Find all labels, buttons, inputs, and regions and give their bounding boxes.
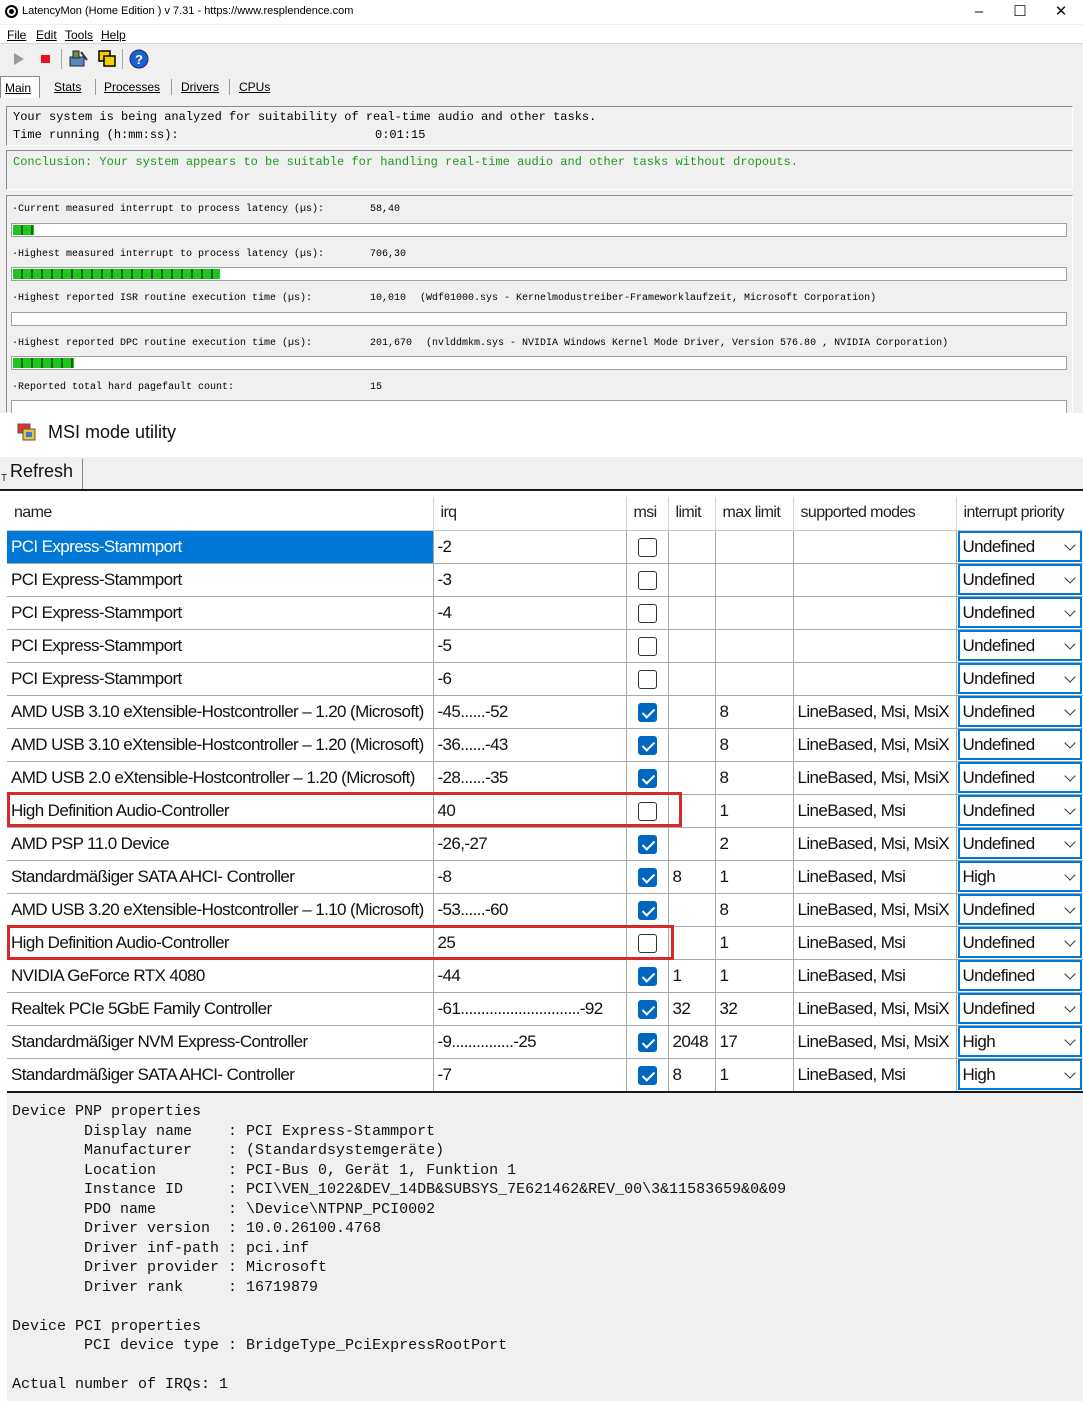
- msi-cell: [626, 860, 668, 893]
- window-title: LatencyMon (Home Edition ) v 7.31 - https://www.resplendence.com: [22, 5, 354, 17]
- max-limit-cell: 1: [715, 860, 793, 893]
- analysis-line: Your system is being analyzed for suitability of real-time audio and other tasks.: [13, 110, 597, 124]
- device-name-cell[interactable]: Standardmäßiger SATA AHCI- Controller: [7, 860, 433, 893]
- interrupt-priority-cell: [956, 596, 1083, 629]
- chevron-down-icon: [1064, 1001, 1075, 1012]
- msi-checkbox[interactable]: [638, 1033, 657, 1052]
- max-limit-cell: [715, 596, 793, 629]
- interrupt-priority-cell: [956, 662, 1083, 695]
- interrupt-priority-dropdown[interactable]: [958, 729, 1082, 760]
- interrupt-priority-dropdown[interactable]: [958, 597, 1082, 628]
- max-limit-cell: 8: [715, 761, 793, 794]
- table-row[interactable]: [7, 695, 1083, 728]
- irq-cell: -8: [433, 860, 626, 893]
- msi-cell: [626, 992, 668, 1025]
- chevron-down-icon: [1064, 638, 1075, 649]
- chevron-down-icon: [1064, 1034, 1075, 1045]
- toolbar-separator: [82, 459, 83, 489]
- measurement-value: 15: [370, 382, 383, 393]
- limit-cell[interactable]: [668, 530, 715, 563]
- measurement-value: 58,40: [370, 204, 401, 215]
- interrupt-priority-cell: [956, 1025, 1083, 1058]
- latencymon-window: [0, 0, 1083, 413]
- irq-cell: -3: [433, 563, 626, 596]
- limit-cell[interactable]: 32: [668, 992, 715, 1025]
- limit-cell[interactable]: 8: [668, 860, 715, 893]
- device-name-cell[interactable]: High Definition Audio-Controller: [7, 794, 433, 827]
- irq-cell: -53......-60: [433, 893, 626, 926]
- time-running-label: Time running (h:mm:ss):: [13, 128, 179, 142]
- tab-processes[interactable]: Processes: [104, 80, 161, 94]
- chevron-down-icon: [1064, 539, 1075, 550]
- supported-modes-cell: LineBased, Msi, MsiX: [793, 992, 956, 1025]
- supported-modes-cell: LineBased, Msi, MsiX: [793, 893, 956, 926]
- limit-cell[interactable]: [668, 563, 715, 596]
- max-limit-cell: 1: [715, 959, 793, 992]
- msi-checkbox[interactable]: [638, 604, 657, 623]
- interrupt-priority-cell: [956, 761, 1083, 794]
- irq-cell: -36......-43: [433, 728, 626, 761]
- limit-cell[interactable]: 1: [668, 959, 715, 992]
- play-icon: [8, 48, 30, 70]
- irq-cell: -4: [433, 596, 626, 629]
- interrupt-priority-dropdown[interactable]: [958, 1026, 1082, 1057]
- device-properties-text: Device PNP properties Display name : PCI Express-Stammport Manufacturer : (Standardsystemgeräte) Location : PCI-Bus 0, Gerät 1, Funktion 1 Instance ID : PCI\VEN_1022&DEV_14DB&SUBSYS_7E621462&REV_00\3&11583659&0&09 PDO name : \Device\NTPNP_PCI0002 Driver version : 10.0.26100.4768 Driver inf-path : pci.inf Driver provider : Microsoft Driver rank : 16719879 Device PCI properties PCI device type : BridgeType_PciExpressRootPort Actual number of IRQs: 1: [12, 1103, 787, 1393]
- tab-cpus[interactable]: CPUs: [239, 80, 271, 94]
- measurement-label: ·Highest reported DPC routine execution time (µs):: [12, 338, 313, 349]
- stop-icon: [35, 48, 57, 70]
- interrupt-priority-cell: [956, 695, 1083, 728]
- msi-checkbox[interactable]: [638, 571, 657, 590]
- msi-cell: [626, 563, 668, 596]
- msi-checkbox[interactable]: [638, 934, 657, 953]
- interrupt-priority-dropdown[interactable]: [958, 630, 1082, 661]
- limit-cell[interactable]: [668, 893, 715, 926]
- limit-cell[interactable]: [668, 728, 715, 761]
- max-limit-cell: 1: [715, 1058, 793, 1091]
- table-row[interactable]: [7, 662, 1083, 695]
- analysis-box: [6, 106, 1073, 146]
- irq-cell: -2: [433, 530, 626, 563]
- hardware-icon: [67, 48, 89, 70]
- supported-modes-cell: LineBased, Msi: [793, 1058, 956, 1091]
- msi-utility-window: [0, 413, 1083, 1401]
- limit-cell[interactable]: [668, 827, 715, 860]
- latency-bar: [11, 400, 1067, 413]
- max-limit-cell: 1: [715, 794, 793, 827]
- table-row[interactable]: [7, 860, 1083, 893]
- table-row[interactable]: [7, 893, 1083, 926]
- max-limit-cell: [715, 530, 793, 563]
- supported-modes-cell: LineBased, Msi, MsiX: [793, 695, 956, 728]
- irq-cell: -26,-27: [433, 827, 626, 860]
- msi-cell: [626, 728, 668, 761]
- device-name-cell[interactable]: AMD USB 2.0 eXtensible-Hostcontroller – 1.20 (Microsoft): [7, 761, 433, 794]
- measurement-value: 706,30: [370, 249, 407, 260]
- maximize-button[interactable]: ☐: [1013, 3, 1027, 20]
- table-row[interactable]: [7, 827, 1083, 860]
- table-row[interactable]: [7, 926, 1083, 959]
- priority-value: Undefined: [962, 900, 1035, 919]
- msi-cell: [626, 695, 668, 728]
- device-name-cell[interactable]: Standardmäßiger SATA AHCI- Controller: [7, 1058, 433, 1091]
- chevron-down-icon: [1064, 869, 1075, 880]
- priority-value: Undefined: [962, 966, 1035, 985]
- column-header-name[interactable]: name: [7, 497, 433, 530]
- limit-cell[interactable]: [668, 629, 715, 662]
- irq-cell: 25: [433, 926, 626, 959]
- max-limit-cell: [715, 662, 793, 695]
- tab-divider: [171, 79, 172, 95]
- latencymon-app-icon: [5, 5, 18, 18]
- menu-edit[interactable]: Edit: [36, 28, 57, 42]
- irq-cell: -9...............-25: [433, 1025, 626, 1058]
- max-limit-cell: 1: [715, 926, 793, 959]
- main-panel: [0, 98, 1083, 413]
- priority-value: High: [962, 867, 996, 886]
- interrupt-priority-dropdown[interactable]: [958, 663, 1082, 694]
- priority-value: High: [962, 1065, 996, 1084]
- supported-modes-cell: [793, 530, 956, 563]
- interrupt-priority-dropdown[interactable]: [958, 564, 1082, 595]
- device-properties-panel: [7, 1091, 1083, 1401]
- irq-cell: -61.............................-92: [433, 992, 626, 1025]
- chevron-down-icon: [1064, 770, 1075, 781]
- priority-value: Undefined: [962, 603, 1035, 622]
- msi-checkbox[interactable]: [638, 901, 657, 920]
- grid-body: [7, 530, 1083, 1091]
- column-header-irq[interactable]: irq: [433, 497, 626, 530]
- msi-cell: [626, 629, 668, 662]
- max-limit-cell: 2: [715, 827, 793, 860]
- supported-modes-cell: LineBased, Msi: [793, 860, 956, 893]
- interrupt-priority-cell: [956, 926, 1083, 959]
- priority-value: Undefined: [962, 636, 1035, 655]
- priority-value: Undefined: [962, 669, 1035, 688]
- start-button[interactable]: [8, 48, 30, 70]
- msi-cell: [626, 926, 668, 959]
- help-icon: [128, 48, 150, 70]
- msi-cell: [626, 959, 668, 992]
- max-limit-cell: 8: [715, 695, 793, 728]
- msi-checkbox[interactable]: [638, 802, 657, 821]
- device-name-cell[interactable]: NVIDIA GeForce RTX 4080: [7, 959, 433, 992]
- limit-cell[interactable]: [668, 926, 715, 959]
- device-name-cell[interactable]: AMD PSP 11.0 Device: [7, 827, 433, 860]
- interrupt-priority-dropdown[interactable]: [958, 696, 1082, 727]
- priority-value: Undefined: [962, 933, 1035, 952]
- msi-checkbox[interactable]: [638, 637, 657, 656]
- interrupt-priority-dropdown[interactable]: [958, 927, 1082, 958]
- toolbar-grip: T: [1, 473, 8, 484]
- limit-cell[interactable]: 8: [668, 1058, 715, 1091]
- table-row[interactable]: [7, 629, 1083, 662]
- device-name-cell[interactable]: PCI Express-Stammport: [7, 596, 433, 629]
- interrupt-priority-cell: [956, 563, 1083, 596]
- chevron-down-icon: [1064, 935, 1075, 946]
- refresh-button[interactable]: Refresh: [10, 461, 74, 481]
- priority-value: Undefined: [962, 768, 1035, 787]
- device-name-cell[interactable]: PCI Express-Stammport: [7, 530, 433, 563]
- msi-cell: [626, 530, 668, 563]
- interrupt-priority-cell: [956, 827, 1083, 860]
- table-row[interactable]: [7, 794, 1083, 827]
- interrupt-priority-dropdown[interactable]: [958, 993, 1082, 1024]
- tab-divider: [229, 79, 230, 95]
- msi-checkbox[interactable]: [638, 736, 657, 755]
- supported-modes-cell: [793, 662, 956, 695]
- msi-cell: [626, 761, 668, 794]
- irq-cell: -45......-52: [433, 695, 626, 728]
- interrupt-priority-cell: [956, 893, 1083, 926]
- msi-toolbar: [0, 457, 1083, 491]
- windows-icon: [96, 48, 118, 70]
- chevron-down-icon: [1064, 737, 1075, 748]
- table-row[interactable]: [7, 563, 1083, 596]
- max-limit-cell: 17: [715, 1025, 793, 1058]
- latency-bar-fill: [13, 225, 34, 235]
- tab-bar: [0, 76, 1083, 98]
- priority-value: Undefined: [962, 801, 1035, 820]
- device-grid: [7, 497, 1083, 1092]
- interrupt-priority-dropdown[interactable]: [958, 762, 1082, 793]
- msi-checkbox[interactable]: [638, 538, 657, 557]
- latency-bar: [11, 312, 1067, 326]
- measurement-label: ·Highest measured interrupt to process latency (µs):: [12, 249, 325, 260]
- interrupt-priority-dropdown[interactable]: [958, 828, 1082, 859]
- supported-modes-cell: LineBased, Msi: [793, 794, 956, 827]
- stop-button[interactable]: [35, 48, 57, 70]
- interrupt-priority-cell: [956, 992, 1083, 1025]
- msi-checkbox[interactable]: [638, 1000, 657, 1019]
- latency-bar: [11, 356, 1067, 370]
- measurement-value: 201,670: [370, 338, 413, 349]
- toolbar: [0, 45, 1083, 73]
- msi-cell: [626, 596, 668, 629]
- measurement-value: 10,010: [370, 293, 407, 304]
- limit-cell[interactable]: [668, 596, 715, 629]
- max-limit-cell: 8: [715, 728, 793, 761]
- measurement-label: ·Reported total hard pagefault count:: [12, 382, 235, 393]
- interrupt-priority-cell: [956, 530, 1083, 563]
- interrupt-priority-cell: [956, 959, 1083, 992]
- device-name-cell[interactable]: PCI Express-Stammport: [7, 563, 433, 596]
- chevron-down-icon: [1064, 572, 1075, 583]
- msi-checkbox[interactable]: [638, 835, 657, 854]
- msi-cell: [626, 794, 668, 827]
- menu-tools[interactable]: Tools: [65, 28, 94, 42]
- supported-modes-cell: LineBased, Msi: [793, 959, 956, 992]
- column-header-max-limit[interactable]: max limit: [715, 497, 793, 530]
- table-row[interactable]: [7, 959, 1083, 992]
- irq-cell: -7: [433, 1058, 626, 1091]
- title-bar: [0, 0, 1083, 24]
- grid-header-row: [7, 497, 1083, 530]
- supported-modes-cell: [793, 563, 956, 596]
- limit-cell[interactable]: [668, 695, 715, 728]
- chevron-down-icon: [1064, 902, 1075, 913]
- chevron-down-icon: [1064, 671, 1075, 682]
- conclusion-box: [6, 150, 1073, 190]
- msi-app-icon: [17, 422, 37, 442]
- help-button[interactable]: [128, 48, 150, 70]
- table-row[interactable]: [7, 530, 1083, 563]
- chevron-down-icon: [1064, 605, 1075, 616]
- device-name-cell[interactable]: Realtek PCIe 5GbE Family Controller: [7, 992, 433, 1025]
- max-limit-cell: 8: [715, 893, 793, 926]
- column-header-interrupt-priority[interactable]: interrupt priority: [956, 497, 1083, 530]
- latency-bar-fill: [13, 358, 74, 368]
- toolbar-separator: [61, 49, 62, 69]
- irq-cell: -44: [433, 959, 626, 992]
- supported-modes-cell: [793, 596, 956, 629]
- msi-checkbox[interactable]: [638, 1066, 657, 1085]
- priority-value: Undefined: [962, 999, 1035, 1018]
- max-limit-cell: [715, 629, 793, 662]
- table-row[interactable]: [7, 1025, 1083, 1058]
- supported-modes-cell: [793, 629, 956, 662]
- msi-checkbox[interactable]: [638, 967, 657, 986]
- msi-cell: [626, 893, 668, 926]
- max-limit-cell: [715, 563, 793, 596]
- msi-cell: [626, 827, 668, 860]
- interrupt-priority-cell: [956, 794, 1083, 827]
- menu-file[interactable]: File: [7, 28, 27, 42]
- msi-cell: [626, 1025, 668, 1058]
- msi-cell: [626, 1058, 668, 1091]
- supported-modes-cell: LineBased, Msi, MsiX: [793, 761, 956, 794]
- tab-divider: [95, 79, 96, 95]
- supported-modes-cell: LineBased, Msi: [793, 926, 956, 959]
- chevron-down-icon: [1064, 803, 1075, 814]
- conclusion-text: Conclusion: Your system appears to be suitable for handling real-time audio and other tasks without dropouts.: [13, 155, 798, 169]
- priority-value: Undefined: [962, 537, 1035, 556]
- msi-title-bar: [0, 413, 1083, 455]
- table-row[interactable]: [7, 761, 1083, 794]
- limit-cell[interactable]: [668, 794, 715, 827]
- device-name-cell[interactable]: High Definition Audio-Controller: [7, 926, 433, 959]
- supported-modes-cell: LineBased, Msi, MsiX: [793, 1025, 956, 1058]
- interrupt-priority-dropdown[interactable]: [958, 531, 1082, 562]
- column-header-msi[interactable]: msi: [626, 497, 668, 530]
- chevron-down-icon: [1064, 1067, 1075, 1078]
- interrupt-priority-cell: [956, 1058, 1083, 1091]
- time-running-value: 0:01:15: [375, 128, 426, 142]
- limit-cell[interactable]: [668, 761, 715, 794]
- priority-value: Undefined: [962, 702, 1035, 721]
- msi-checkbox[interactable]: [638, 868, 657, 887]
- table-row[interactable]: [7, 728, 1083, 761]
- chevron-down-icon: [1064, 836, 1075, 847]
- chevron-down-icon: [1064, 704, 1075, 715]
- menu-bar: [0, 25, 1083, 44]
- limit-cell[interactable]: [668, 662, 715, 695]
- interrupt-priority-dropdown[interactable]: [958, 894, 1082, 925]
- menu-help[interactable]: Help: [101, 28, 126, 42]
- supported-modes-cell: LineBased, Msi, MsiX: [793, 728, 956, 761]
- measurement-label: ·Highest reported ISR routine execution time (µs):: [12, 293, 313, 304]
- latency-bar-fill: [13, 269, 220, 279]
- irq-cell: 40: [433, 794, 626, 827]
- device-name-cell[interactable]: PCI Express-Stammport: [7, 629, 433, 662]
- measurement-detail: (nvlddmkm.sys - NVIDIA Windows Kernel Mode Driver, Version 576.80 , NVIDIA Corporation): [426, 338, 949, 349]
- interrupt-priority-dropdown[interactable]: [958, 1059, 1082, 1090]
- latency-bar: [11, 223, 1067, 237]
- column-header-supported-modes[interactable]: supported modes: [793, 497, 956, 530]
- chevron-down-icon: [1064, 968, 1075, 979]
- max-limit-cell: 32: [715, 992, 793, 1025]
- tab-drivers[interactable]: Drivers: [181, 80, 219, 94]
- table-row[interactable]: [7, 992, 1083, 1025]
- interrupt-priority-cell: [956, 629, 1083, 662]
- tab-main[interactable]: Main: [0, 76, 40, 98]
- table-row[interactable]: [7, 596, 1083, 629]
- close-button[interactable]: ✕: [1054, 3, 1068, 20]
- interrupt-priority-dropdown[interactable]: [958, 861, 1082, 892]
- interrupt-priority-dropdown[interactable]: [958, 795, 1082, 826]
- msi-checkbox[interactable]: [638, 769, 657, 788]
- msi-cell: [626, 662, 668, 695]
- hardware-info-button[interactable]: [67, 48, 89, 70]
- interrupt-priority-cell: [956, 728, 1083, 761]
- windows-button[interactable]: [96, 48, 118, 70]
- msi-checkbox[interactable]: [638, 670, 657, 689]
- limit-cell[interactable]: 2048: [668, 1025, 715, 1058]
- toolbar-separator: [122, 49, 123, 69]
- irq-cell: -28......-35: [433, 761, 626, 794]
- device-name-cell[interactable]: PCI Express-Stammport: [7, 662, 433, 695]
- irq-cell: -5: [433, 629, 626, 662]
- device-name-cell[interactable]: Standardmäßiger NVM Express-Controller: [7, 1025, 433, 1058]
- device-name-cell[interactable]: AMD USB 3.20 eXtensible-Hostcontroller – 1.10 (Microsoft): [7, 893, 433, 926]
- table-row[interactable]: [7, 1058, 1083, 1091]
- column-header-limit[interactable]: limit: [668, 497, 715, 530]
- supported-modes-cell: LineBased, Msi, MsiX: [793, 827, 956, 860]
- priority-value: Undefined: [962, 834, 1035, 853]
- device-name-cell[interactable]: AMD USB 3.10 eXtensible-Hostcontroller – 1.20 (Microsoft): [7, 728, 433, 761]
- minimize-button[interactable]: –: [974, 3, 984, 20]
- priority-value: Undefined: [962, 570, 1035, 589]
- interrupt-priority-cell: [956, 860, 1083, 893]
- latency-bar: [11, 267, 1067, 281]
- priority-value: High: [962, 1032, 996, 1051]
- measurement-detail: (Wdf01000.sys - Kernelmodustreiber-Frameworklaufzeit, Microsoft Corporation): [420, 293, 877, 304]
- msi-window-title: MSI mode utility: [48, 422, 177, 442]
- svg-text:?: ?: [135, 52, 143, 67]
- interrupt-priority-dropdown[interactable]: [958, 960, 1082, 991]
- msi-checkbox[interactable]: [638, 703, 657, 722]
- priority-value: Undefined: [962, 735, 1035, 754]
- irq-cell: -6: [433, 662, 626, 695]
- measurements-box: [6, 195, 1073, 413]
- device-name-cell[interactable]: AMD USB 3.10 eXtensible-Hostcontroller – 1.20 (Microsoft): [7, 695, 433, 728]
- measurement-label: ·Current measured interrupt to process latency (µs):: [12, 204, 325, 215]
- tab-stats[interactable]: Stats: [54, 80, 82, 94]
